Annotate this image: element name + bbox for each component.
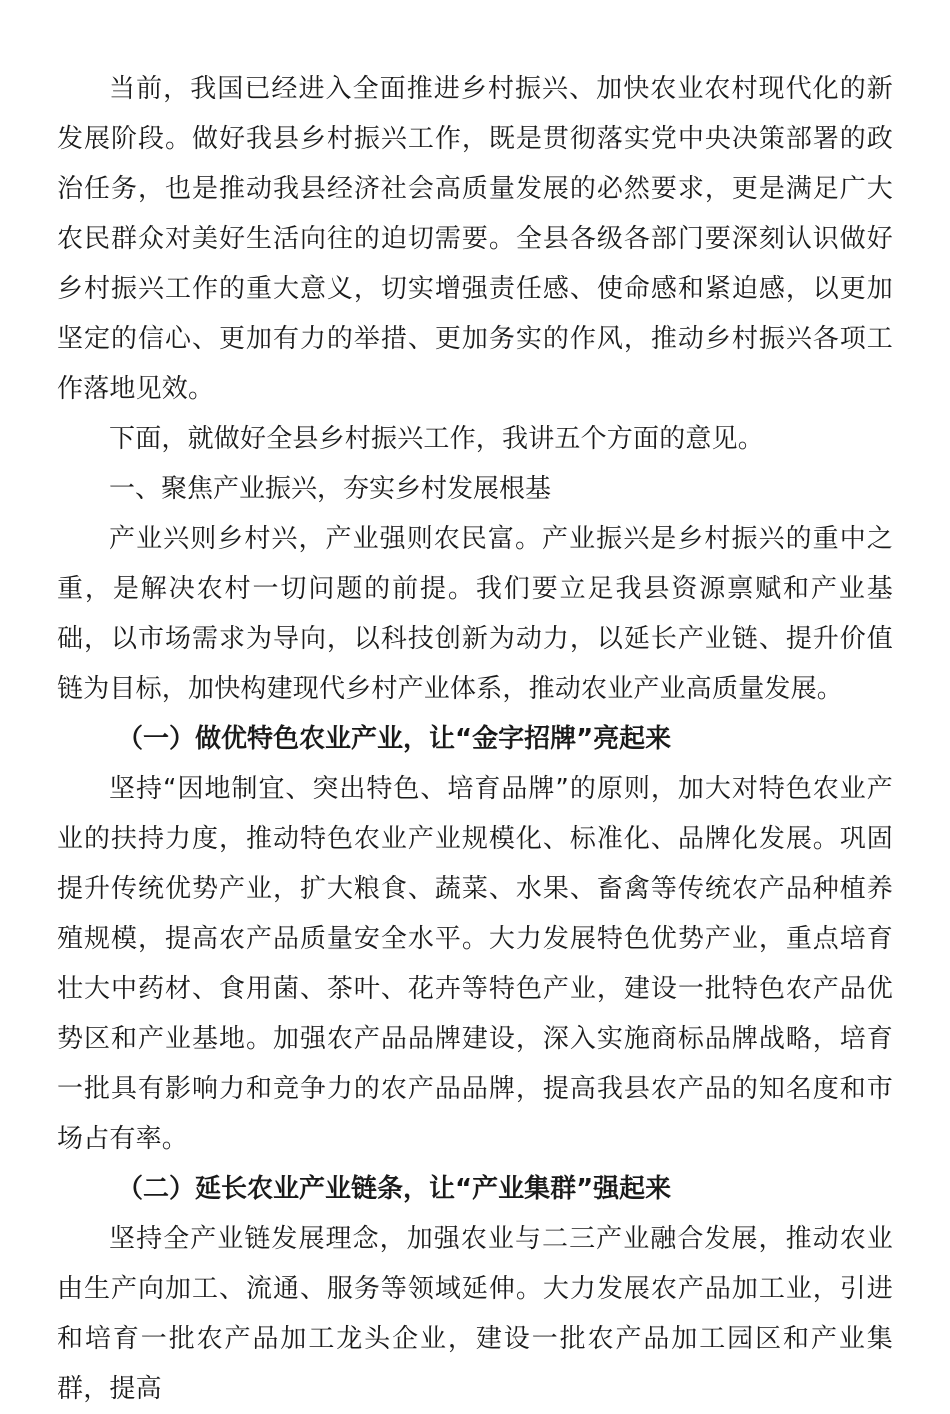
subsection-1-heading: （一）做优特色农业产业，让“金字招牌”亮起来: [117, 724, 672, 754]
section-1-heading: 一、聚焦产业振兴，夯实乡村发展根基: [109, 474, 552, 504]
subsection-2-paragraph: 坚持全产业链发展理念，加强农业与二三产业融合发展，推动农业由生产向加工、流通、服务等领域延伸。大力发展农产品加工业，引进和培育一批农产品加工龙头企业，建设一批农产品加工园区和产业集群，提高: [57, 1224, 893, 1404]
intro-paragraph-2: 下面，就做好全县乡村振兴工作，我讲五个方面的意见。: [109, 424, 765, 454]
section-1-paragraph: 产业兴则乡村兴，产业强则农民富。产业振兴是乡村振兴的重中之重，是解决农村一切问题的前提。我们要立足我县资源禀赋和产业基础，以市场需求为导向，以科技创新为动力，以延长产业链、提升价值链为目标，加快构建现代乡村产业体系，推动农业产业高质量发展。: [57, 524, 893, 704]
subsection-2-heading: （二）延长农业产业链条，让“产业集群”强起来: [117, 1174, 672, 1204]
subsection-1-paragraph: 坚持“因地制宜、突出特色、培育品牌”的原则，加大对特色农业产业的扶持力度，推动特色农业产业规模化、标准化、品牌化发展。巩固提升传统优势产业，扩大粮食、蔬菜、水果、畜禽等传统农产品种植养殖规模，提高农产品质量安全水平。大力发展特色优势产业，重点培育壮大中药材、食用菌、茶叶、花卉等特色产业，建设一批特色农产品优势区和产业基地。加强农产品品牌建设，深入实施商标品牌战略，培育一批具有影响力和竞争力的农产品品牌，提高我县农产品的知名度和市场占有率。: [57, 774, 893, 1154]
document-page: [57, 64, 893, 1414]
intro-paragraph-1: 当前，我国已经进入全面推进乡村振兴、加快农业农村现代化的新发展阶段。做好我县乡村振兴工作，既是贯彻落实党中央决策部署的政治任务，也是推动我县经济社会高质量发展的必然要求，更是满足广大农民群众对美好生活向往的迫切需要。全县各级各部门要深刻认识做好乡村振兴工作的重大意义，切实增强责任感、使命感和紧迫感，以更加坚定的信心、更加有力的举措、更加务实的作风，推动乡村振兴各项工作落地见效。: [57, 74, 893, 404]
